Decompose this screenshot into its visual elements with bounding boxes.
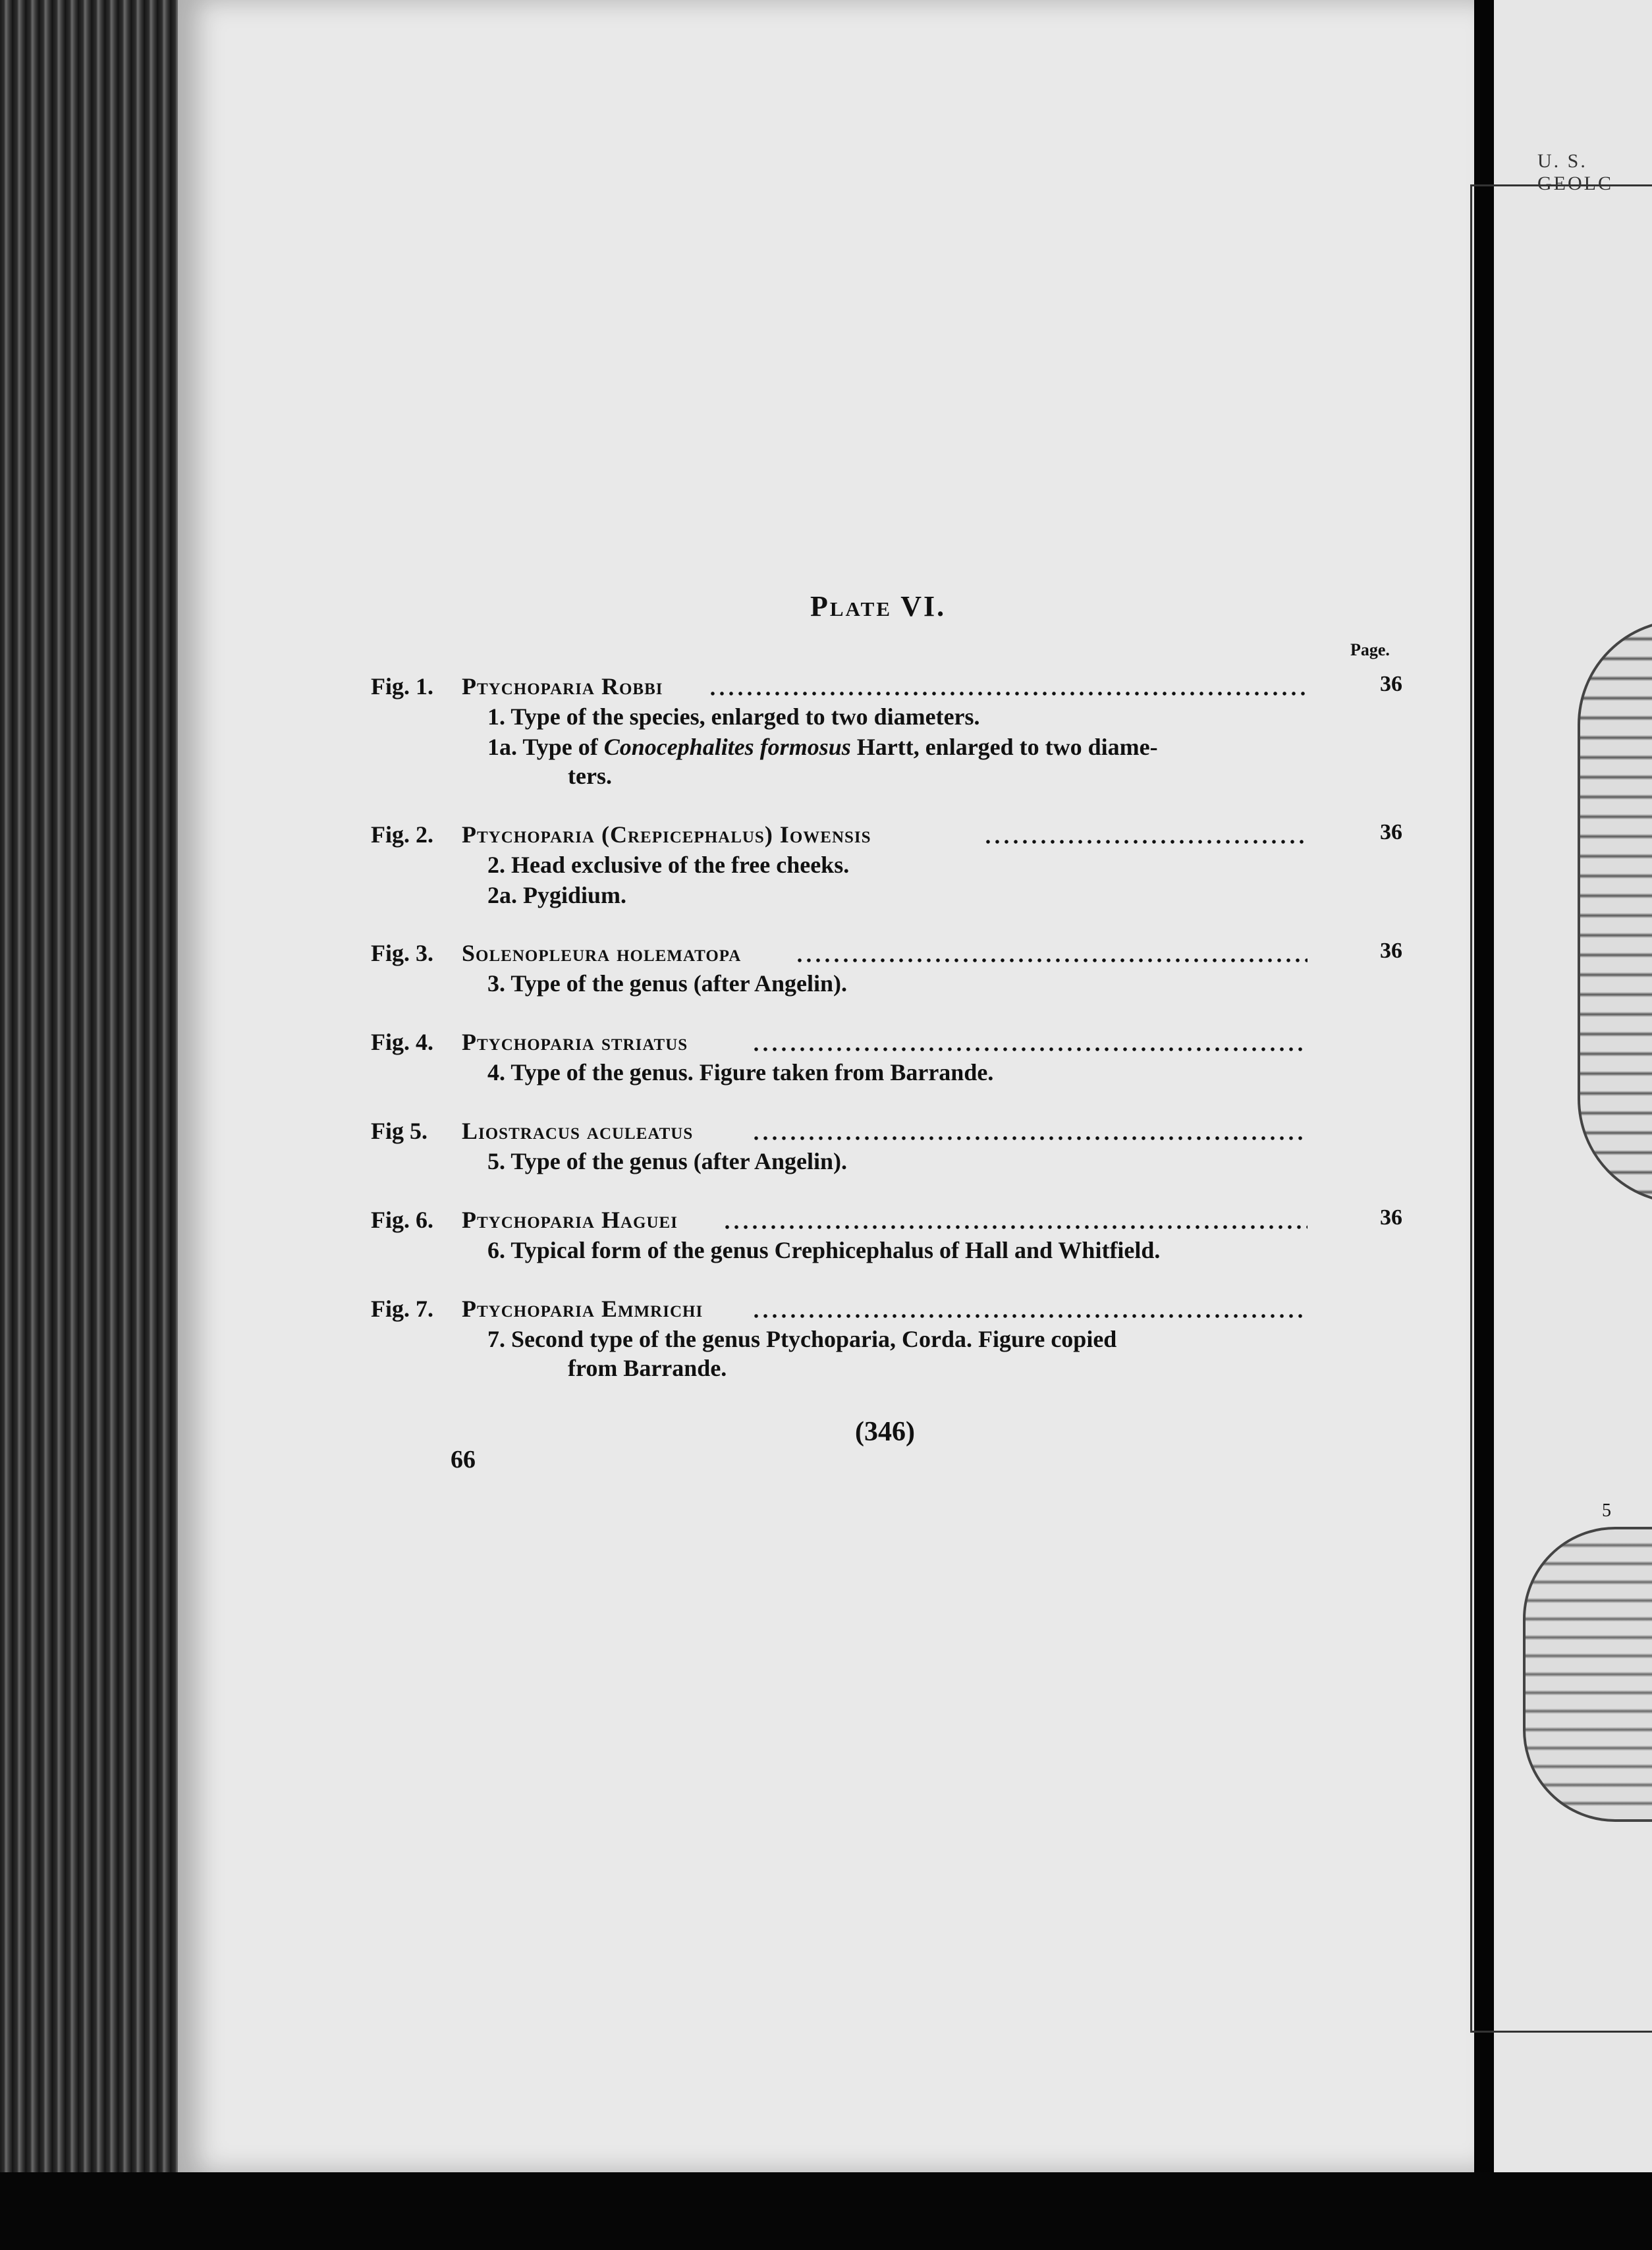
leader-dots [983,840,1308,844]
description-continuation: ters. [568,763,612,789]
figure-species-name: Ptychoparia (Crepicephalus) Iowensis [462,821,871,848]
figure-species-name: Solenopleura holematopa [462,940,742,966]
leader-dots [752,1047,1308,1051]
page-edge-strip [0,0,178,2174]
figure-description [487,1146,1317,1176]
description-text: Type of the genus (after Angelin). [505,970,847,997]
description-number: 6. [487,1237,505,1263]
description-text: Typical form of the genus Crephicephalus of Hall and Whitfield. [505,1237,1161,1263]
figure-description [487,1235,1317,1265]
figure-description [487,880,1317,910]
leader-dots [723,1225,1308,1229]
figure-description [487,1057,1317,1087]
plate-title: Plate VI. [810,590,947,622]
figure-heading [371,1028,1392,1056]
description-number: 2a. [487,882,517,908]
figure-description [487,968,1317,999]
figure-species-name: Liostracus aculeatus [462,1118,694,1144]
figure-heading [371,672,1392,701]
figure-species-name: Ptychoparia Emmrichi [462,1296,703,1322]
figure-heading [371,820,1392,849]
page-reference: 36 [1380,939,1402,963]
figure-heading [371,1294,1392,1323]
leader-dots [752,1314,1308,1318]
description-text: Type of the genus (after Angelin). [505,1148,847,1174]
figure-description [487,1324,1317,1354]
figure-label: Fig 5. [371,1118,427,1144]
figure-description [487,732,1317,762]
figure-label: Fig. 1. [371,673,433,700]
leader-dots [708,692,1308,696]
figure-label: Fig. 6. [371,1207,433,1233]
figure-heading [371,939,1392,968]
scan-bottom-band [0,2172,1652,2250]
description-number: 2. [487,852,505,878]
figure-species-name: Ptychoparia Haguei [462,1207,678,1233]
figure-label: Fig. 2. [371,821,433,848]
figure-label: Fig. 7. [371,1296,433,1322]
trilobite-figure-1 [1578,619,1652,1204]
figure-description [487,850,1317,880]
description-text: Type of the species, enlarged to two diameters. [505,703,980,730]
folio-number: (346) [855,1417,915,1447]
facing-page-header: U. S. GEOLC [1537,150,1613,194]
figure-label: Fig. 3. [371,940,433,966]
italic-species-name: Conocephalites formosus [603,734,851,760]
description-text: Head exclusive of the free cheeks. [505,852,850,878]
figure-description [487,701,1317,732]
description-number: 7. [487,1326,505,1352]
description-text: Hartt, enlarged to two diame- [850,734,1158,760]
figure-species-name: Ptychoparia striatus [462,1029,688,1055]
description-text: Second type of the genus Ptychoparia, Corda. Figure copied [505,1326,1117,1352]
page-reference: 36 [1380,672,1402,696]
description-number: 1. [487,703,505,730]
figure-heading [371,1116,1392,1145]
description-continuation: from Barrande. [568,1355,727,1381]
figure-label: Fig. 4. [371,1029,433,1055]
figure-heading [371,1205,1392,1234]
figure-species-name: Ptychoparia Robbi [462,673,663,700]
leader-dots [752,1136,1308,1140]
description-number: 4. [487,1059,505,1085]
description-text: Type of [517,734,604,760]
page-reference: 36 [1380,1205,1402,1230]
leader-dots [795,958,1308,962]
facing-fig5-label: 5 [1602,1500,1611,1521]
page-number: 66 [451,1446,476,1473]
page-reference: 36 [1380,820,1402,844]
page-column-label: Page. [1350,640,1390,659]
description-number: 5. [487,1148,505,1174]
description-text: Type of the genus. Figure taken from Barrande. [505,1059,994,1085]
description-number: 1a. [487,734,517,760]
description-text: Pygidium. [517,882,627,908]
description-number: 3. [487,970,505,997]
trilobite-figure-5 [1523,1527,1652,1822]
